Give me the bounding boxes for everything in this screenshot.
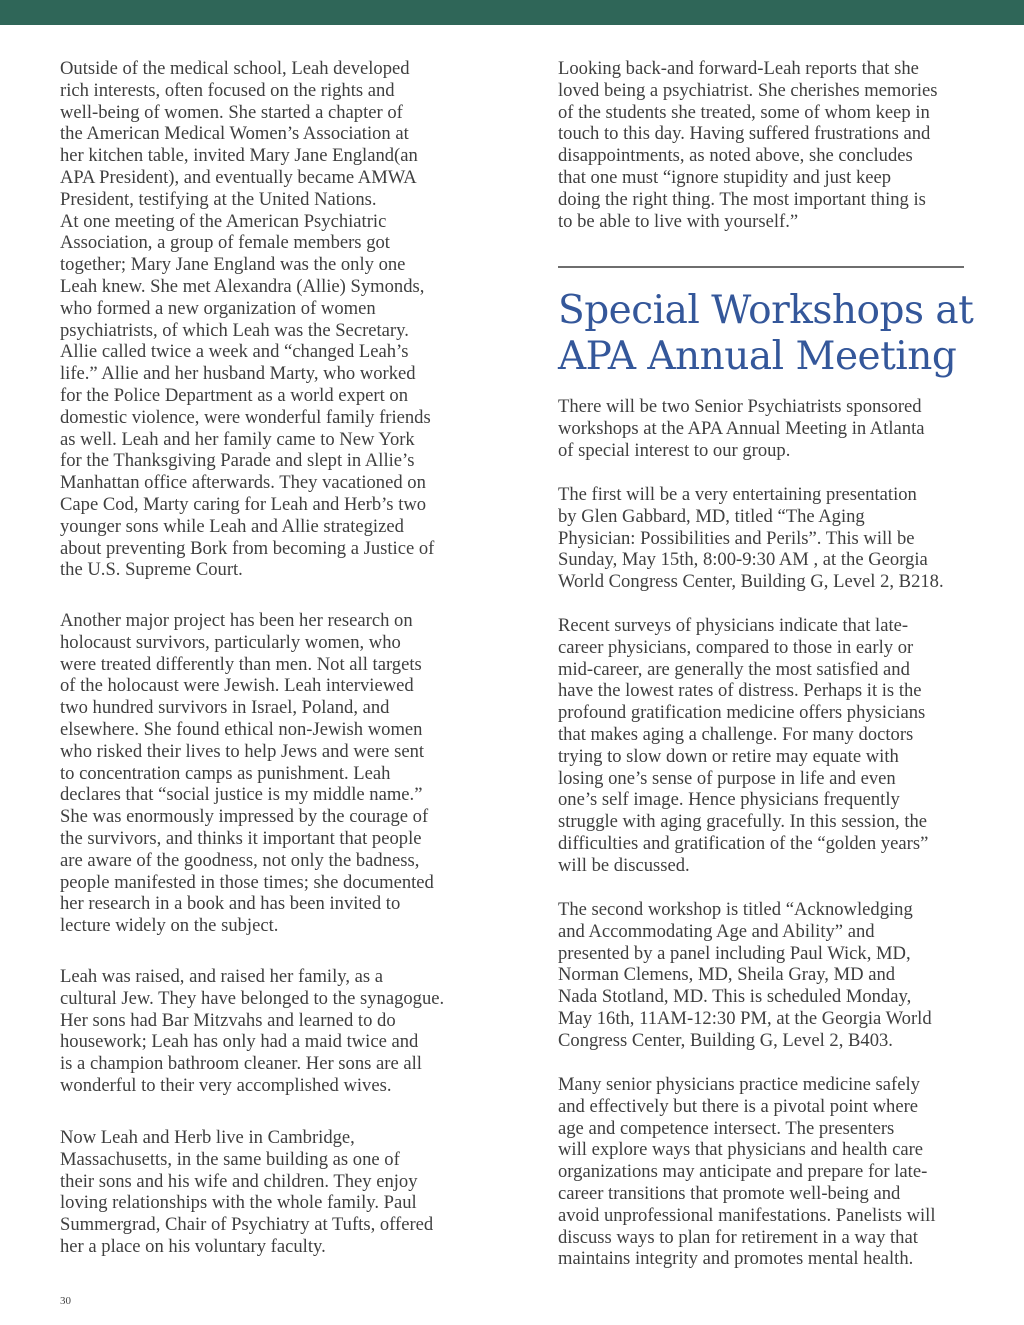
text-line: avoid unprofessional manifestations. Panelists will: [558, 1204, 936, 1226]
left-paragraph-3: [60, 966, 444, 1097]
text-line: of special interest to our group.: [558, 439, 791, 461]
text-line: Physician: Possibilities and Perils”. This will be: [558, 527, 915, 549]
text-line: Sunday, May 15th, 8:00-9:30 AM , at the Georgia: [558, 549, 928, 571]
left-paragraph-2: [60, 610, 434, 937]
text-line: who risked their lives to help Jews and were sent: [60, 740, 425, 762]
text-line: loving relationships with the whole family. Paul: [60, 1192, 417, 1214]
text-line: APA Annual Meeting: [558, 334, 957, 379]
text-line: At one meeting of the American Psychiatric: [60, 210, 387, 232]
section-divider: [558, 266, 964, 268]
text-line: people manifested in those times; she documented: [60, 871, 434, 893]
text-line: Another major project has been her research on: [60, 610, 413, 631]
text-line: Nada Stotland, MD. This is scheduled Monday,: [558, 986, 912, 1008]
text-line: for the Thanksgiving Parade and slept in Allie’s: [60, 450, 415, 472]
text-line: Congress Center, Building G, Level 2, B403.: [558, 1029, 893, 1051]
text-line: She was enormously impressed by the courage of: [60, 806, 429, 828]
text-line: to be able to live with yourself.”: [558, 210, 799, 232]
text-line: the American Medical Women’s Association at: [60, 123, 409, 145]
text-line: together; Mary Jane England was the only one: [60, 254, 406, 276]
text-line: of the students she treated, some of whom keep in: [558, 101, 930, 123]
text-line: her a place on his voluntary faculty.: [60, 1235, 326, 1257]
text-line: difficulties and gratification of the “golden years”: [558, 832, 929, 854]
text-line: will be discussed.: [558, 854, 690, 876]
text-line: Leah knew. She met Alexandra (Allie) Symonds,: [60, 275, 425, 297]
text-line: career physicians, compared to those in early or: [558, 636, 914, 658]
text-line: her research in a book and has been invited to: [60, 893, 401, 915]
text-line: cultural Jew. They have belonged to the synagogue.: [60, 987, 445, 1009]
text-line: by Glen Gabbard, MD, titled “The Aging: [558, 505, 865, 527]
text-line: that makes aging a challenge. For many doctors: [558, 723, 914, 745]
page-number: 30: [60, 1295, 71, 1307]
text-line: were treated differently than men. Not all targets: [60, 653, 422, 675]
text-line: doing the right thing. The most important thing is: [558, 188, 926, 210]
text-line: Special Workshops at: [558, 288, 974, 333]
text-line: about preventing Bork from becoming a Justice of: [60, 537, 435, 559]
text-line: lecture widely on the subject.: [60, 915, 279, 937]
text-line: disappointments, as noted above, she concludes: [558, 145, 913, 167]
text-line: age and competence intersect. The presenters: [558, 1117, 895, 1139]
text-line: Norman Clemens, MD, Sheila Gray, MD and: [558, 964, 896, 986]
text-line: mid-career, are generally the most satisfied and: [558, 658, 910, 680]
text-line: Now Leah and Herb live in Cambridge,: [60, 1127, 355, 1148]
text-line: World Congress Center, Building G, Level 2, B218.: [558, 571, 944, 593]
text-line: housework; Leah has only had a maid twice and: [60, 1031, 419, 1053]
text-line: the survivors, and thinks it important that people: [60, 827, 422, 849]
text-line: and effectively but there is a pivotal point where: [558, 1095, 919, 1117]
text-line: life.” Allie and her husband Marty, who worked: [60, 363, 416, 385]
text-line: organizations may anticipate and prepare for late-: [558, 1161, 928, 1183]
text-line: profound gratification medicine offers physicians: [558, 702, 926, 724]
text-line: Summergrad, Chair of Psychiatry at Tufts, offered: [60, 1214, 434, 1236]
text-line: the U.S. Supreme Court.: [60, 559, 243, 581]
text-line: who formed a new organization of women: [60, 297, 376, 319]
text-line: struggle with aging gracefully. In this session, the: [558, 811, 928, 833]
text-line: May 16th, 11AM-12:30 PM, at the Georgia World: [558, 1007, 932, 1029]
text-line: Allie called twice a week and “changed Leah’s: [60, 341, 409, 363]
text-line: domestic violence, were wonderful family friends: [60, 406, 431, 428]
text-line: Many senior physicians practice medicine safely: [558, 1074, 920, 1095]
text-line: rich interests, often focused on the rights and: [60, 79, 395, 101]
right-intro-paragraph: [558, 58, 938, 232]
left-paragraph-4: [60, 1127, 433, 1258]
text-line: trying to slow down or retire may equate with: [558, 745, 899, 767]
text-line: psychiatrists, of which Leah was the Secretary.: [60, 319, 409, 341]
workshop-paragraph-3: [558, 615, 928, 877]
text-line: Manhattan office afterwards. They vacationed on: [60, 472, 426, 494]
text-line: Massachusetts, in the same building as one of: [60, 1148, 400, 1170]
text-line: to concentration camps as punishment. Leah: [60, 762, 391, 784]
text-line: The first will be a very entertaining presentation: [558, 484, 917, 505]
text-line: The second workshop is titled “Acknowledging: [558, 899, 913, 920]
text-line: holocaust survivors, particularly women, who: [60, 631, 401, 653]
text-line: that one must “ignore stupidity and just keep: [558, 166, 892, 188]
text-line: loved being a psychiatrist. She cherishes memories: [558, 79, 938, 101]
text-line: Looking back-and forward-Leah reports that she: [558, 58, 919, 79]
text-line: There will be two Senior Psychiatrists sponsored: [558, 396, 922, 417]
text-line: President, testifying at the United Nations.: [60, 188, 377, 210]
workshop-paragraph-2: [558, 484, 944, 593]
workshop-paragraph-1: [558, 396, 925, 461]
text-line: losing one’s sense of purpose in life and even: [558, 767, 896, 789]
text-line: touch to this day. Having suffered frustrations and: [558, 123, 931, 145]
text-line: are aware of the goodness, not only the badness,: [60, 849, 420, 871]
text-line: of the holocaust were Jewish. Leah interviewed: [60, 675, 414, 697]
header-bar: [0, 0, 1024, 25]
text-line: younger sons while Leah and Allie strategized: [60, 515, 404, 537]
text-line: Her sons had Bar Mitzvahs and learned to do: [60, 1009, 396, 1031]
workshop-paragraph-4: [558, 899, 932, 1052]
text-line: maintains integrity and promotes mental health.: [558, 1248, 914, 1270]
text-line: will explore ways that physicians and health care: [558, 1139, 924, 1161]
text-line: Outside of the medical school, Leah developed: [60, 58, 410, 79]
left-paragraph-1: [60, 58, 434, 581]
text-line: wonderful to their very accomplished wives.: [60, 1074, 392, 1096]
text-line: Cape Cod, Marty caring for Leah and Herb’s two: [60, 493, 427, 515]
text-line: elsewhere. She found ethical non-Jewish women: [60, 718, 423, 740]
text-line: her kitchen table, invited Mary Jane England(an: [60, 145, 418, 167]
text-line: discuss ways to plan for retirement in a way that: [558, 1226, 918, 1248]
text-line: as well. Leah and her family came to New York: [60, 428, 415, 450]
text-line: well-being of women. She started a chapter of: [60, 101, 403, 123]
text-line: career transitions that promote well-being and: [558, 1182, 901, 1204]
text-line: Leah was raised, and raised her family, as a: [60, 966, 384, 987]
text-line: one’s self image. Hence physicians frequently: [558, 789, 900, 811]
text-line: for the Police Department as a world expert on: [60, 384, 408, 406]
text-line: is a champion bathroom cleaner. Her sons are all: [60, 1053, 422, 1075]
text-line: Association, a group of female members got: [60, 232, 390, 254]
text-line: declares that “social justice is my middle name.”: [60, 784, 423, 806]
text-line: presented by a panel including Paul Wick, MD,: [558, 942, 911, 964]
text-line: two hundred survivors in Israel, Poland, and: [60, 697, 390, 719]
text-line: workshops at the APA Annual Meeting in Atlanta: [558, 417, 925, 439]
text-line: have the lowest rates of distress. Perhaps it is the: [558, 680, 922, 702]
workshop-paragraph-5: [558, 1074, 936, 1270]
text-line: APA President), and eventually became AMWA: [60, 166, 417, 188]
text-line: and Accommodating Age and Ability” and: [558, 920, 875, 942]
section-title: [558, 288, 973, 380]
text-line: their sons and his wife and children. They enjoy: [60, 1170, 418, 1192]
text-line: Recent surveys of physicians indicate that late-: [558, 615, 909, 636]
